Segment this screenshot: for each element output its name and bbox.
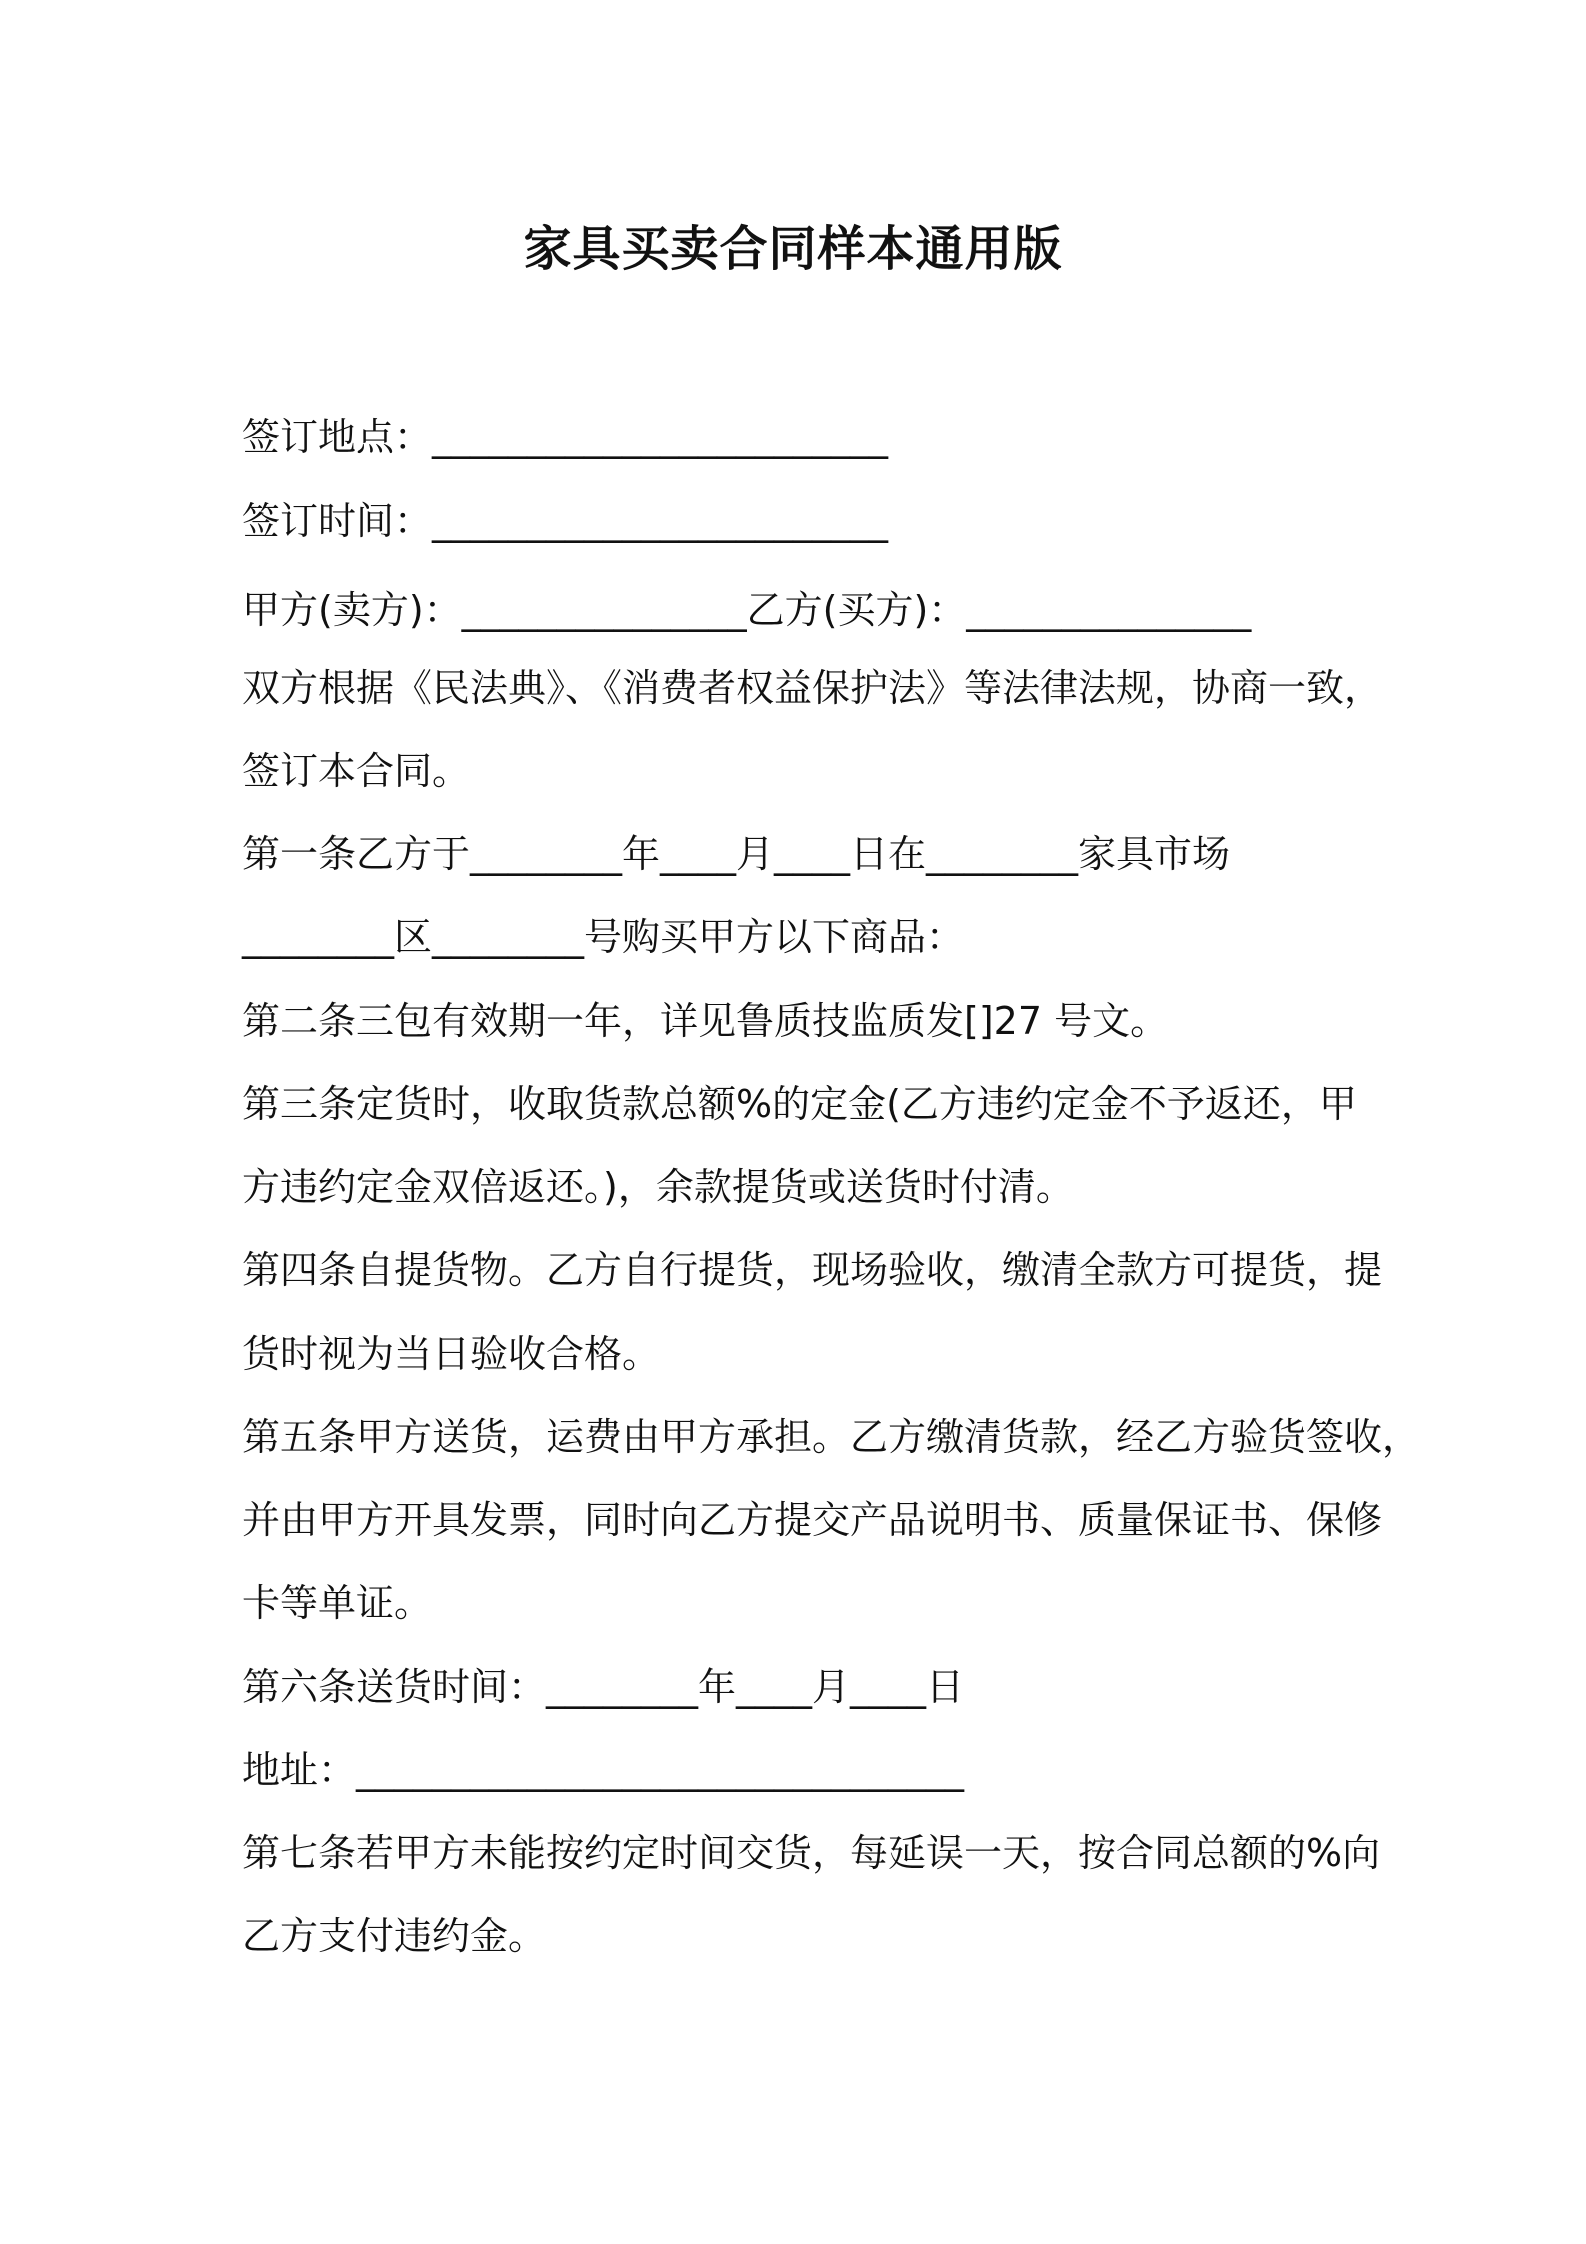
preamble-line-1: 双方根据《民法典》、《消费者权益保护法》等法律法规，协商一致， bbox=[242, 666, 1383, 710]
document-title: 家具买卖合同样本通用版 bbox=[523, 221, 1063, 277]
field-signing-time: 签订时间：________________________ bbox=[242, 499, 889, 543]
article-5-line-3: 卡等单证。 bbox=[242, 1581, 433, 1625]
article-2: 第二条三包有效期一年，详见鲁质技监质发[]27 号文。 bbox=[242, 999, 1169, 1043]
article-6-delivery-time: 第六条送货时间：________年____月____日 bbox=[242, 1665, 965, 1709]
article-7-line-1: 第七条若甲方未能按约定时间交货，每延误一天，按合同总额的%向 bbox=[242, 1831, 1381, 1875]
article-1-line-1: 第一条乙方于________年____月____日在________家具市场 bbox=[242, 832, 1231, 876]
preamble-line-2: 签订本合同。 bbox=[242, 749, 471, 793]
article-1-line-2: ________区________号购买甲方以下商品： bbox=[242, 915, 965, 959]
article-5-line-2: 并由甲方开具发票，同时向乙方提交产品说明书、质量保证书、保修 bbox=[242, 1498, 1383, 1542]
field-address: 地址：________________________________ bbox=[242, 1748, 965, 1792]
article-5-line-1: 第五条甲方送货，运费由甲方承担。乙方缴清货款，经乙方验货签收， bbox=[242, 1415, 1421, 1459]
article-3-line-2: 方违约定金双倍返还。)，余款提货或送货时付清。 bbox=[242, 1165, 1074, 1209]
article-4-line-2: 货时视为当日验收合格。 bbox=[242, 1332, 661, 1376]
field-signing-place: 签订地点：________________________ bbox=[242, 415, 889, 459]
article-3-line-1: 第三条定货时，收取货款总额%的定金(乙方违约定金不予返还，甲 bbox=[242, 1082, 1357, 1126]
article-7-line-2: 乙方支付违约金。 bbox=[242, 1914, 547, 1958]
field-parties: 甲方(卖方)：_______________乙方(买方)：_______________ bbox=[242, 588, 1252, 632]
article-4-line-1: 第四条自提货物。乙方自行提货，现场验收，缴清全款方可提货，提 bbox=[242, 1248, 1383, 1292]
